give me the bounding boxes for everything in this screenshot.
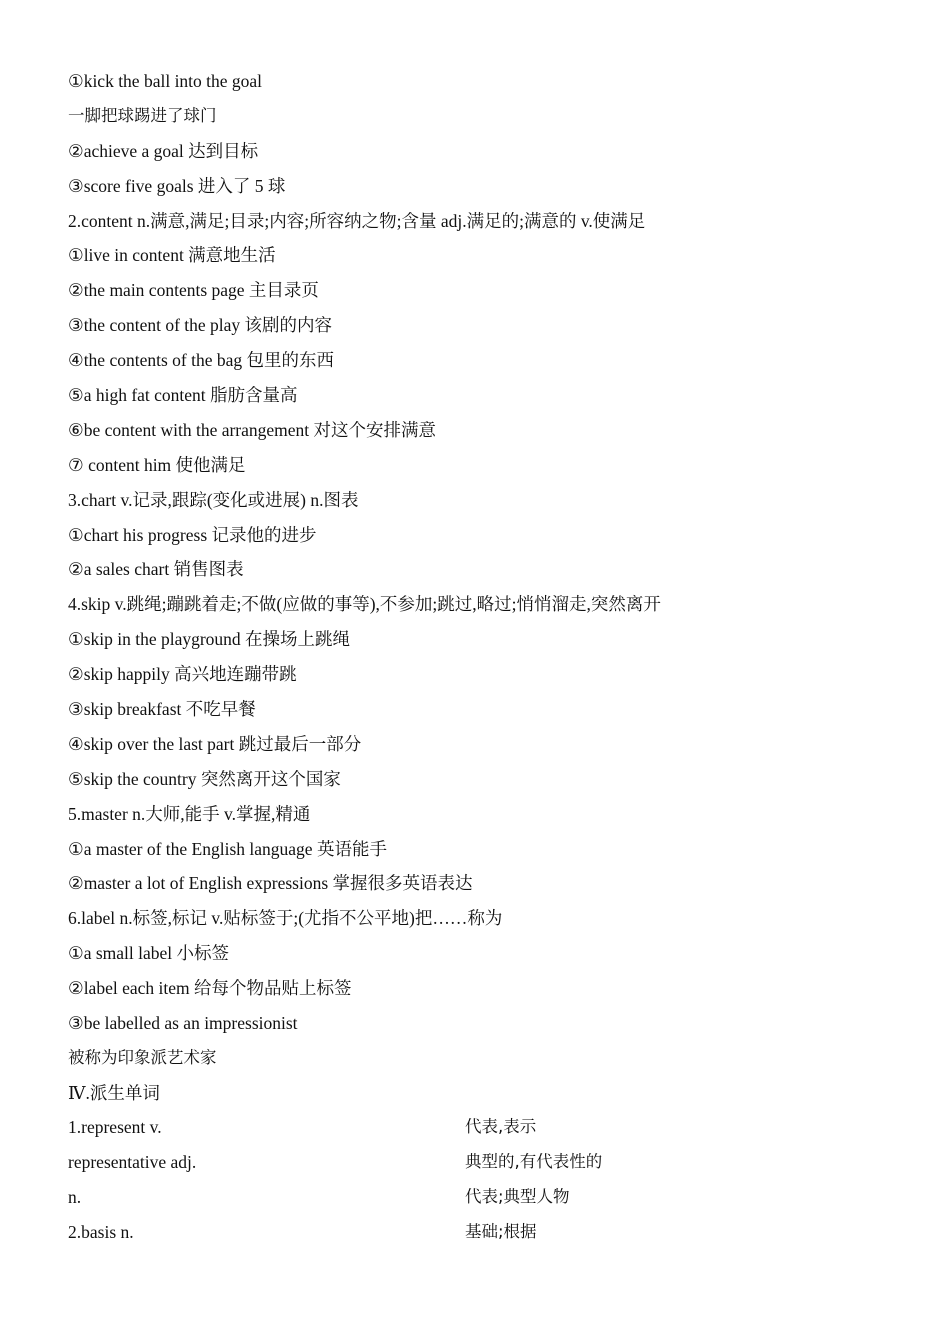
text-line: ②skip happily 高兴地连蹦带跳 [68, 664, 297, 685]
derivative-row [68, 1145, 888, 1180]
text-line: ②label each item 给每个物品贴上标签 [68, 978, 352, 999]
derivative-row [68, 1180, 888, 1215]
text-line: ③the content of the play 该剧的内容 [68, 315, 333, 336]
entry-heading: 4.skip v.跳绳;蹦跳着走;不做(应做的事等),不参加;跳过,略过;悄悄溜走,突然离开 [68, 594, 661, 615]
text-line: ⑤a high fat content 脂肪含量高 [68, 385, 298, 406]
derivative-meaning: 典型的,有代表性的 [465, 1151, 603, 1171]
text-line: ③score five goals 进入了 5 球 [68, 175, 286, 196]
text-line: ①chart his progress 记录他的进步 [68, 524, 317, 545]
text-line: ⑥be content with the arrangement 对这个安排满意 [68, 419, 437, 440]
text-line: ②a sales chart 销售图表 [68, 559, 244, 580]
derivative-row [68, 1215, 888, 1250]
text-line: ⑤skip the country 突然离开这个国家 [68, 768, 341, 789]
text-line: ④skip over the last part 跳过最后一部分 [68, 733, 362, 754]
text-line: ①kick the ball into the goal [68, 71, 263, 91]
derivative-meaning: 代表,表示 [465, 1116, 537, 1136]
text-line: ①live in content 满意地生活 [68, 245, 276, 266]
derivative-meaning: 代表;典型人物 [465, 1186, 570, 1206]
derivative-meaning: 基础;根据 [465, 1221, 537, 1241]
text-line: 一脚把球踢进了球门 [68, 105, 217, 125]
derivative-row [68, 1110, 888, 1145]
text-line: ③be labelled as an impressionist [68, 1013, 298, 1034]
document-page [68, 64, 888, 1249]
entry-heading: 3.chart v.记录,跟踪(变化或进展) n.图表 [68, 489, 359, 510]
text-line: ②master a lot of English expressions 掌握很多英语表达 [68, 873, 473, 894]
text-line: ④the contents of the bag 包里的东西 [68, 350, 334, 371]
entry-heading: 5.master n.大师,能手 v.掌握,精通 [68, 803, 311, 824]
text-line: ①a small label 小标签 [68, 943, 230, 964]
text-line: ⑦ content him 使他满足 [68, 454, 246, 475]
section-heading: Ⅳ.派生单词 [68, 1082, 160, 1103]
text-line: ③skip breakfast 不吃早餐 [68, 699, 256, 720]
derivative-word: representative adj. [68, 1151, 197, 1172]
entry-heading: 2.content n.满意,满足;目录;内容;所容纳之物;含量 adj.满足的;满意的 v.使满足 [68, 210, 646, 231]
derivative-word: 2.basis n. [68, 1221, 134, 1242]
derivative-word: n. [68, 1186, 82, 1207]
entry-heading: 6.label n.标签,标记 v.贴标签于;(尤指不公平地)把……称为 [68, 908, 503, 929]
derivative-word: 1.represent v. [68, 1116, 162, 1137]
text-line: ②the main contents page 主目录页 [68, 280, 319, 301]
text-line: ①skip in the playground 在操场上跳绳 [68, 629, 351, 650]
text-line: 被称为印象派艺术家 [68, 1047, 217, 1067]
text-line: ①a master of the English language 英语能手 [68, 838, 387, 859]
text-line: ②achieve a goal 达到目标 [68, 140, 259, 161]
